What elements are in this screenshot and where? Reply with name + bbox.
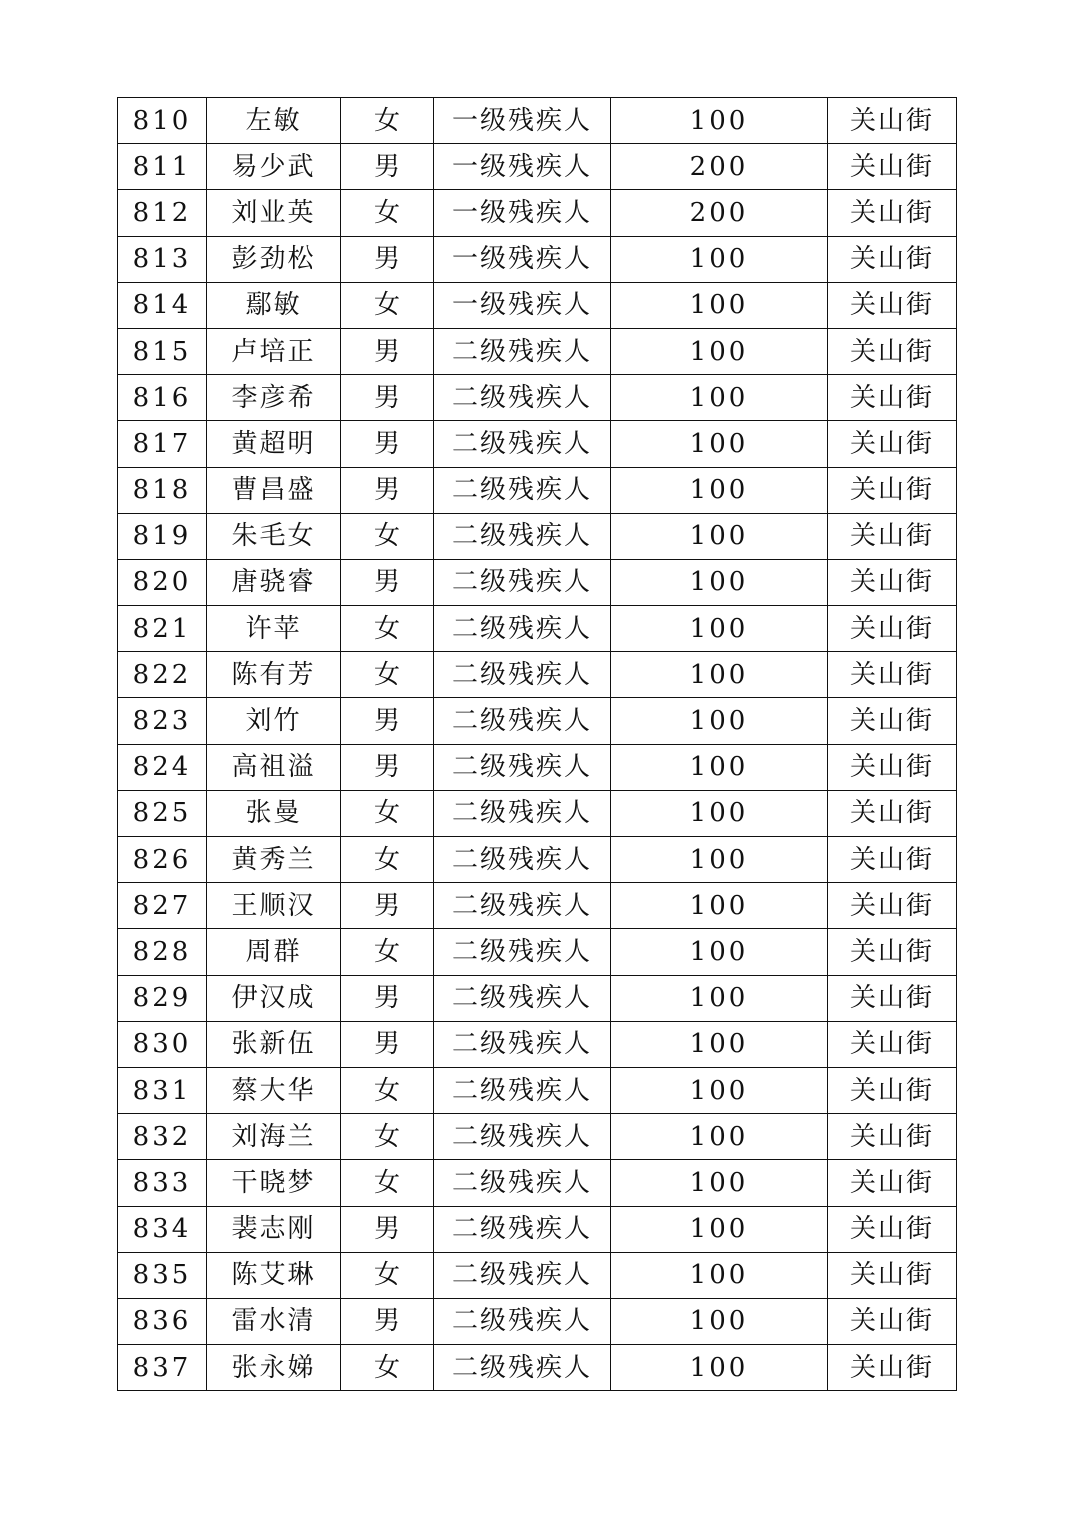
table-row: [118, 1021, 957, 1067]
disability-level-cell: 二级残疾人: [434, 375, 611, 421]
row-number-cell: 811: [118, 144, 207, 190]
disability-level-cell: 二级残疾人: [434, 652, 611, 698]
row-number-cell: 833: [118, 1160, 207, 1206]
amount-cell: 100: [611, 1114, 828, 1160]
person-name-cell: 张新伍: [207, 1021, 341, 1067]
person-name-cell: 刘业英: [207, 190, 341, 236]
row-number-cell: 822: [118, 652, 207, 698]
disability-level-cell: 二级残疾人: [434, 1114, 611, 1160]
row-number-cell: 834: [118, 1206, 207, 1252]
row-number-cell: 827: [118, 883, 207, 929]
street-cell: 关山街: [828, 744, 957, 790]
sex-cell: 女: [341, 282, 434, 328]
disability-level-cell: 一级残疾人: [434, 98, 611, 144]
person-name-cell: 陈艾琳: [207, 1252, 341, 1298]
person-name-cell: 朱毛女: [207, 513, 341, 559]
row-number-cell: 832: [118, 1114, 207, 1160]
sex-cell: 女: [341, 98, 434, 144]
street-cell: 关山街: [828, 375, 957, 421]
street-cell: 关山街: [828, 883, 957, 929]
row-number-cell: 812: [118, 190, 207, 236]
disability-level-cell: 二级残疾人: [434, 467, 611, 513]
sex-cell: 女: [341, 1252, 434, 1298]
row-number-cell: 836: [118, 1298, 207, 1344]
table-row: [118, 1067, 957, 1113]
person-name-cell: 卢培正: [207, 328, 341, 374]
row-number-cell: 810: [118, 98, 207, 144]
table-row: [118, 1114, 957, 1160]
disability-level-cell: 二级残疾人: [434, 513, 611, 559]
row-number-cell: 821: [118, 606, 207, 652]
disability-level-cell: 二级残疾人: [434, 421, 611, 467]
amount-cell: 100: [611, 790, 828, 836]
amount-cell: 100: [611, 929, 828, 975]
table-row: [118, 1206, 957, 1252]
street-cell: 关山街: [828, 1298, 957, 1344]
table-row: [118, 606, 957, 652]
person-name-cell: 陈有芳: [207, 652, 341, 698]
disability-level-cell: 一级残疾人: [434, 190, 611, 236]
person-name-cell: 左敏: [207, 98, 341, 144]
person-name-cell: 鄢敏: [207, 282, 341, 328]
row-number-cell: 820: [118, 559, 207, 605]
row-number-cell: 830: [118, 1021, 207, 1067]
disability-level-cell: 一级残疾人: [434, 236, 611, 282]
disability-level-cell: 二级残疾人: [434, 1345, 611, 1391]
person-name-cell: 干晓梦: [207, 1160, 341, 1206]
table-row: [118, 652, 957, 698]
sex-cell: 女: [341, 1160, 434, 1206]
person-name-cell: 高祖溢: [207, 744, 341, 790]
table-row: [118, 744, 957, 790]
amount-cell: 100: [611, 1067, 828, 1113]
street-cell: 关山街: [828, 144, 957, 190]
row-number-cell: 814: [118, 282, 207, 328]
street-cell: 关山街: [828, 929, 957, 975]
amount-cell: 100: [611, 375, 828, 421]
sex-cell: 女: [341, 1345, 434, 1391]
table-row: [118, 1252, 957, 1298]
street-cell: 关山街: [828, 975, 957, 1021]
street-cell: 关山街: [828, 513, 957, 559]
table-row: [118, 698, 957, 744]
table-row: [118, 1345, 957, 1391]
street-cell: 关山街: [828, 421, 957, 467]
disability-level-cell: 二级残疾人: [434, 837, 611, 883]
disability-level-cell: 二级残疾人: [434, 1206, 611, 1252]
person-name-cell: 李彦希: [207, 375, 341, 421]
street-cell: 关山街: [828, 236, 957, 282]
street-cell: 关山街: [828, 190, 957, 236]
row-number-cell: 818: [118, 467, 207, 513]
disability-level-cell: 二级残疾人: [434, 1252, 611, 1298]
sex-cell: 女: [341, 652, 434, 698]
sex-cell: 男: [341, 1021, 434, 1067]
row-number-cell: 819: [118, 513, 207, 559]
person-name-cell: 张永娣: [207, 1345, 341, 1391]
amount-cell: 100: [611, 282, 828, 328]
sex-cell: 男: [341, 744, 434, 790]
street-cell: 关山街: [828, 1252, 957, 1298]
sex-cell: 男: [341, 375, 434, 421]
table-row: [118, 190, 957, 236]
sex-cell: 男: [341, 144, 434, 190]
roster-table-body: [118, 98, 957, 1391]
table-row: [118, 929, 957, 975]
amount-cell: 100: [611, 1252, 828, 1298]
sex-cell: 男: [341, 883, 434, 929]
disability-level-cell: 二级残疾人: [434, 790, 611, 836]
row-number-cell: 837: [118, 1345, 207, 1391]
amount-cell: 100: [611, 883, 828, 929]
table-row: [118, 375, 957, 421]
sex-cell: 女: [341, 190, 434, 236]
amount-cell: 100: [611, 1298, 828, 1344]
amount-cell: 100: [611, 1206, 828, 1252]
row-number-cell: 817: [118, 421, 207, 467]
amount-cell: 100: [611, 98, 828, 144]
roster-table: [117, 97, 957, 1391]
sex-cell: 女: [341, 1067, 434, 1113]
disability-level-cell: 二级残疾人: [434, 1021, 611, 1067]
person-name-cell: 黄秀兰: [207, 837, 341, 883]
person-name-cell: 易少武: [207, 144, 341, 190]
disability-level-cell: 二级残疾人: [434, 1160, 611, 1206]
disability-level-cell: 二级残疾人: [434, 929, 611, 975]
street-cell: 关山街: [828, 1206, 957, 1252]
disability-level-cell: 二级残疾人: [434, 328, 611, 374]
amount-cell: 100: [611, 698, 828, 744]
table-row: [118, 144, 957, 190]
amount-cell: 100: [611, 236, 828, 282]
sex-cell: 男: [341, 975, 434, 1021]
amount-cell: 100: [611, 837, 828, 883]
street-cell: 关山街: [828, 1345, 957, 1391]
row-number-cell: 828: [118, 929, 207, 975]
table-row: [118, 559, 957, 605]
amount-cell: 100: [611, 652, 828, 698]
street-cell: 关山街: [828, 1114, 957, 1160]
table-row: [118, 421, 957, 467]
person-name-cell: 裴志刚: [207, 1206, 341, 1252]
table-row: [118, 467, 957, 513]
row-number-cell: 816: [118, 375, 207, 421]
street-cell: 关山街: [828, 559, 957, 605]
street-cell: 关山街: [828, 467, 957, 513]
disability-level-cell: 二级残疾人: [434, 606, 611, 652]
amount-cell: 100: [611, 975, 828, 1021]
person-name-cell: 雷水清: [207, 1298, 341, 1344]
row-number-cell: 813: [118, 236, 207, 282]
row-number-cell: 815: [118, 328, 207, 374]
amount-cell: 100: [611, 606, 828, 652]
sex-cell: 男: [341, 421, 434, 467]
amount-cell: 100: [611, 467, 828, 513]
person-name-cell: 唐骁睿: [207, 559, 341, 605]
row-number-cell: 831: [118, 1067, 207, 1113]
amount-cell: 100: [611, 1021, 828, 1067]
amount-cell: 100: [611, 513, 828, 559]
person-name-cell: 周群: [207, 929, 341, 975]
row-number-cell: 826: [118, 837, 207, 883]
row-number-cell: 829: [118, 975, 207, 1021]
sex-cell: 男: [341, 1206, 434, 1252]
row-number-cell: 825: [118, 790, 207, 836]
sex-cell: 女: [341, 790, 434, 836]
sex-cell: 女: [341, 837, 434, 883]
sex-cell: 男: [341, 559, 434, 605]
disability-level-cell: 二级残疾人: [434, 744, 611, 790]
disability-level-cell: 二级残疾人: [434, 975, 611, 1021]
person-name-cell: 张曼: [207, 790, 341, 836]
street-cell: 关山街: [828, 1160, 957, 1206]
table-row: [118, 975, 957, 1021]
street-cell: 关山街: [828, 282, 957, 328]
sex-cell: 男: [341, 1298, 434, 1344]
table-row: [118, 236, 957, 282]
sex-cell: 男: [341, 467, 434, 513]
amount-cell: 100: [611, 328, 828, 374]
amount-cell: 100: [611, 559, 828, 605]
table-row: [118, 883, 957, 929]
street-cell: 关山街: [828, 98, 957, 144]
sex-cell: 女: [341, 929, 434, 975]
amount-cell: 200: [611, 190, 828, 236]
table-row: [118, 98, 957, 144]
sex-cell: 女: [341, 1114, 434, 1160]
person-name-cell: 彭劲松: [207, 236, 341, 282]
street-cell: 关山街: [828, 606, 957, 652]
person-name-cell: 曹昌盛: [207, 467, 341, 513]
person-name-cell: 刘海兰: [207, 1114, 341, 1160]
row-number-cell: 835: [118, 1252, 207, 1298]
amount-cell: 100: [611, 1160, 828, 1206]
sex-cell: 女: [341, 606, 434, 652]
person-name-cell: 刘竹: [207, 698, 341, 744]
table-row: [118, 513, 957, 559]
street-cell: 关山街: [828, 1021, 957, 1067]
amount-cell: 100: [611, 1345, 828, 1391]
person-name-cell: 许苹: [207, 606, 341, 652]
person-name-cell: 王顺汉: [207, 883, 341, 929]
disability-level-cell: 二级残疾人: [434, 1298, 611, 1344]
street-cell: 关山街: [828, 1067, 957, 1113]
table-row: [118, 282, 957, 328]
person-name-cell: 黄超明: [207, 421, 341, 467]
street-cell: 关山街: [828, 652, 957, 698]
person-name-cell: 伊汉成: [207, 975, 341, 1021]
street-cell: 关山街: [828, 837, 957, 883]
table-row: [118, 1160, 957, 1206]
disability-level-cell: 二级残疾人: [434, 559, 611, 605]
street-cell: 关山街: [828, 790, 957, 836]
disability-level-cell: 二级残疾人: [434, 698, 611, 744]
sex-cell: 男: [341, 328, 434, 374]
table-row: [118, 790, 957, 836]
sex-cell: 男: [341, 236, 434, 282]
disability-level-cell: 一级残疾人: [434, 282, 611, 328]
table-row: [118, 837, 957, 883]
sex-cell: 女: [341, 513, 434, 559]
person-name-cell: 蔡大华: [207, 1067, 341, 1113]
row-number-cell: 824: [118, 744, 207, 790]
table-row: [118, 1298, 957, 1344]
disability-level-cell: 二级残疾人: [434, 883, 611, 929]
disability-level-cell: 一级残疾人: [434, 144, 611, 190]
sex-cell: 男: [341, 698, 434, 744]
amount-cell: 200: [611, 144, 828, 190]
street-cell: 关山街: [828, 698, 957, 744]
amount-cell: 100: [611, 421, 828, 467]
row-number-cell: 823: [118, 698, 207, 744]
table-row: [118, 328, 957, 374]
disability-level-cell: 二级残疾人: [434, 1067, 611, 1113]
street-cell: 关山街: [828, 328, 957, 374]
amount-cell: 100: [611, 744, 828, 790]
